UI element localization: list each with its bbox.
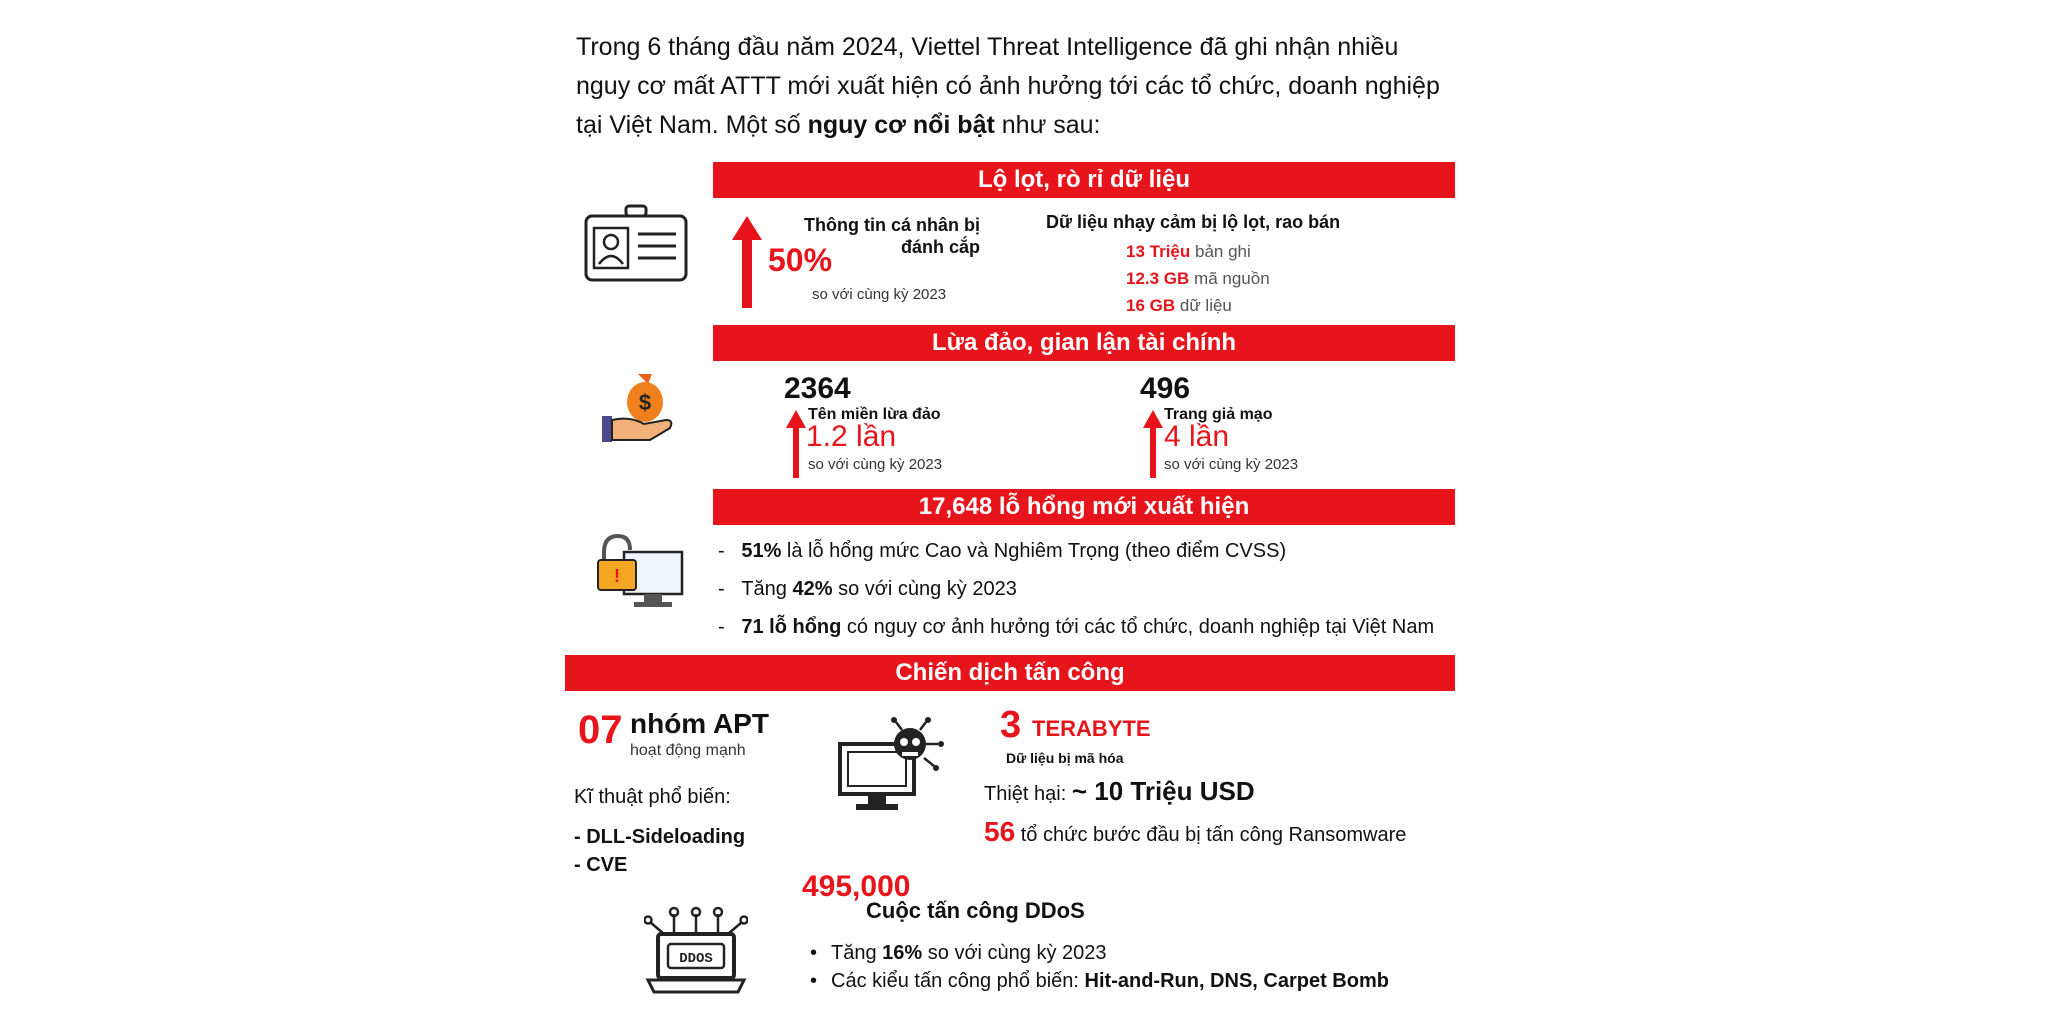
scam-domain-count: 2364 [784,372,851,405]
damage-line: Thiệt hại: ~ 10 Triệu USD [984,776,1255,806]
sensitive-data-list [1126,238,1270,319]
fake-page-times: 4 lần [1164,420,1230,453]
intro-paragraph [576,28,1456,145]
ransomware-line: 56 tổ chức bước đầu bị tấn công Ransomware [984,816,1407,847]
leak-up-arrow [732,216,762,313]
ddos-count: 495,000 [802,870,911,903]
sensitive-data-label: Dữ liệu nhạy cảm bị lộ lọt, rao bán [1046,212,1341,232]
vuln-bullet-3: - 71 lỗ hổng có nguy cơ ảnh hưởng tới các tổ chức, doanh nghiệp tại Việt Nam [718,616,1435,638]
personal-data-compare: so với cùng kỳ 2023 [812,286,947,303]
ddos-laptop-icon [644,904,748,1001]
sensitive-item: 16 GB dữ liệu [1126,296,1232,315]
technique-label: Kĩ thuật phổ biến: [574,786,731,808]
campaign-section-header: Chiến dịch tấn công [565,655,1455,691]
fake-page-label: Trang giả mạo [1164,406,1273,423]
vuln-section-header: 17,648 lỗ hổng mới xuất hiện [713,489,1455,525]
vuln-bullet-2: - Tăng 42% so với cùng kỳ 2023 [718,578,1017,600]
apt-label: nhóm APT [630,708,769,739]
svg-text:$: $ [638,390,652,415]
technique-item: - DLL-Sideloading [574,826,746,848]
scam-domain-arrow [786,410,806,483]
scam-domain-compare: so với cùng kỳ 2023 [808,456,943,473]
technique-item: - CVE [574,854,628,876]
unlocked-monitor-icon [596,532,686,617]
svg-text:!: ! [614,566,620,586]
ddos-bullet-2: • Các kiểu tấn công phổ biến: Hit-and-Run, DNS, Carpet Bomb [810,970,1389,993]
id-card-icon [582,204,692,289]
ddos-bullet-1: • Tăng 16% so với cùng kỳ 2023 [810,942,1107,965]
hacker-monitor-icon [838,714,948,819]
fake-page-count: 496 [1140,372,1191,405]
terabyte-number: 3 [1000,704,1022,746]
personal-data-percent: 50% [768,242,833,278]
intro-text-3: như sau: [994,111,1101,139]
sensitive-item: 12.3 GB mã nguồn [1126,269,1270,288]
svg-text:DDOS: DDOS [679,951,713,967]
fraud-section-header: Lừa đảo, gian lận tài chính [713,325,1455,361]
intro-text-1: Trong 6 tháng đầu năm 2024, Viettel Threat Intelligence đã ghi nhận nhiều nguy cơ mất ATTT mới xuất hiện có ảnh hưởng tới các tổ chức, doanh nghiệp tại Việt Nam. Một số [576,33,1440,139]
personal-data-label: Thông tin cá nhân bị đánh cắp [804,215,980,257]
vuln-bullet-1: - 51% là lỗ hổng mức Cao và Nghiêm Trọng (theo điểm CVSS) [718,540,1287,562]
terabyte-unit: TERABYTE [1032,716,1151,741]
scam-domain-times: 1.2 lần [806,420,897,453]
fake-page-compare: so với cùng kỳ 2023 [1164,456,1299,473]
encrypted-data-label: Dữ liệu bị mã hóa [1006,750,1124,766]
apt-sub: hoạt động mạnh [630,742,746,759]
scam-domain-label: Tên miền lừa đảo [808,406,941,423]
fake-page-arrow [1143,410,1163,483]
intro-highlight: nguy cơ nổi bật [807,111,995,139]
money-bag-hand-icon [600,370,680,451]
ddos-label: Cuộc tấn công DDoS [866,898,1085,923]
sensitive-item: 13 Triệu bản ghi [1126,242,1251,261]
leak-section-header: Lộ lọt, rò rỉ dữ liệu [713,162,1455,198]
apt-count: 07 [578,708,623,752]
